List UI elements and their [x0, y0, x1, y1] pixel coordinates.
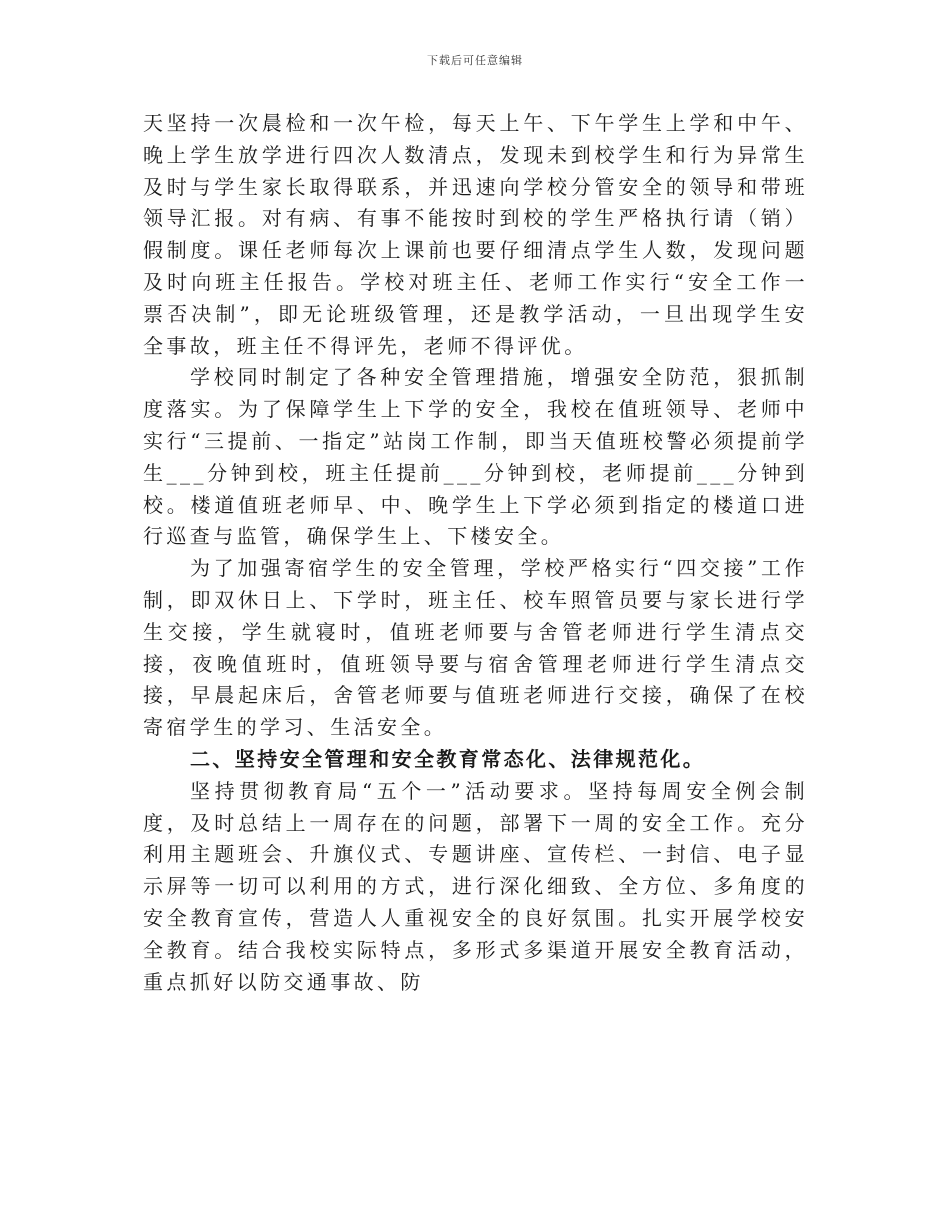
- paragraph-boarding-management: 为了加强寄宿学生的安全管理，学校严格实行“四交接”工作制，即双休日上、下学时，班主任、校车照管员要与家长进行学生交接，学生就寝时，值班老师要与舍管老师进行学生清点交接，夜晚值班时，值班领导要与宿舍管理老师进行学生清点交接，早晨起床后，舍管老师要与值班老师进行交接，确保了在校寄宿学生的学习、生活安全。: [143, 556, 808, 740]
- paragraph-safety-education: 坚持贯彻教育局“五个一”活动要求。坚持每周安全例会制度，及时总结上一周存在的问题，部署下一周的安全工作。充分利用主题班会、升旗仪式、专题讲座、宣传栏、一封信、电子显示屏等一切可以利用的方式，进行深化细致、全方位、多角度的安全教育宣传，营造人人重视安全的良好氛围。扎实开展学校安全教育。结合我校实际特点，多形式多渠道开展安全教育活动，重点抓好以防交通事故、防: [143, 778, 808, 994]
- document-body: [143, 108, 808, 998]
- paragraph-safety-measures: 学校同时制定了各种安全管理措施，增强安全防范，狠抓制度落实。为了保障学生上下学的安全，我校在值班领导、老师中实行“三提前、一指定”站岗工作制，即当天值班校警必须提前学生___分钟到校，班主任提前___分钟到校，老师提前___分钟到校。楼道值班老师早、中、晚学生上下学必须到指定的楼道口进行巡查与监管，确保学生上、下楼安全。: [143, 365, 808, 549]
- page-header: 下载后可任意编辑: [427, 54, 523, 67]
- paragraph-continued: 天坚持一次晨检和一次午检，每天上午、下午学生上学和中午、晚上学生放学进行四次人数清点，发现未到校学生和行为异常生及时与学生家长取得联系，并迅速向学校分管安全的领导和带班领导汇报。对有病、有事不能按时到校的学生严格执行请（销）假制度。课任老师每次上课前也要仔细清点学生人数，发现问题及时向班主任报告。学校对班主任、老师工作实行“安全工作一票否决制”，即无论班级管理，还是教学活动，一旦出现学生安全事故，班主任不得评先，老师不得评优。: [143, 111, 808, 358]
- section-heading: 二、坚持安全管理和安全教育常态化、法律规范化。: [190, 746, 706, 771]
